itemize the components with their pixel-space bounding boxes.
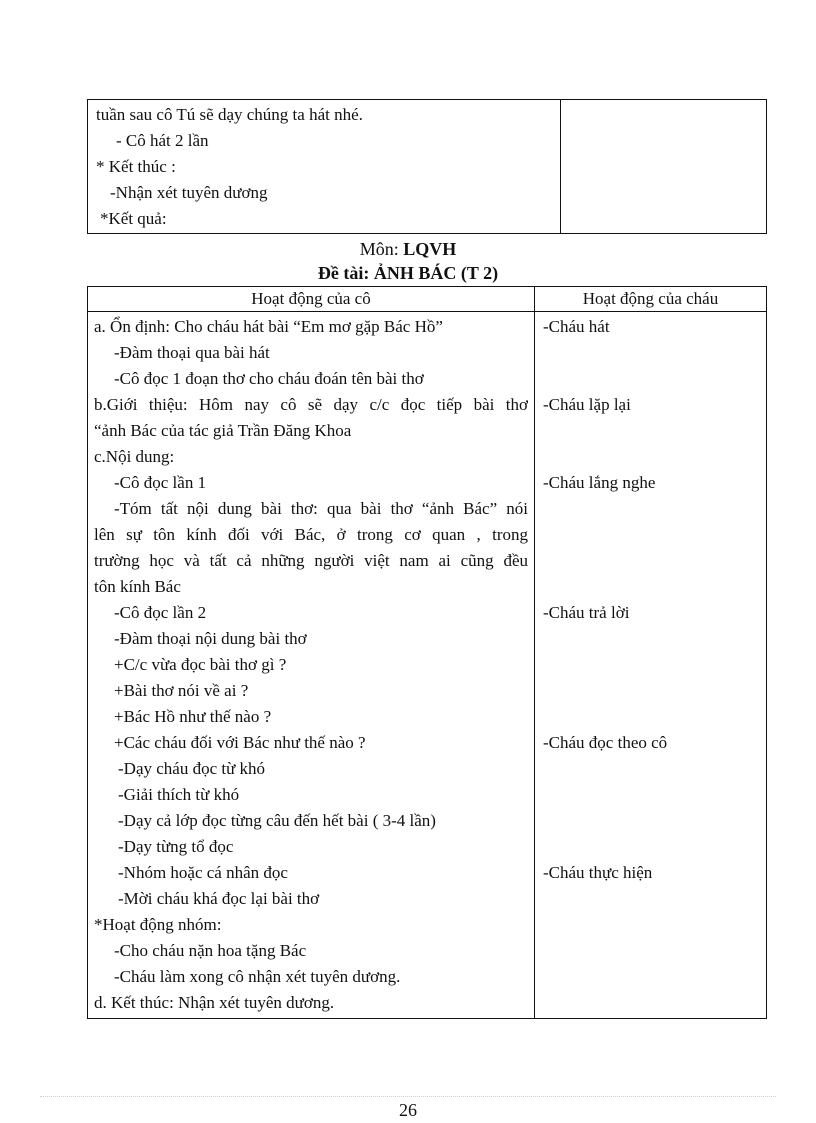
child-activity-line: [535, 418, 766, 444]
continuation-lines: [88, 100, 560, 233]
teacher-activity-line: b.Giới thiệu: Hôm nay cô sẽ dạy c/c đọc tiếp bài thơ: [94, 395, 528, 414]
teacher-activity-line: +C/c vừa đọc bài thơ gì ?: [114, 655, 287, 674]
topic-value: ẢNH BÁC (T 2): [373, 263, 499, 283]
header-child-activity: Hoạt động của cháu: [535, 287, 767, 312]
teacher-activity-line: -Cô đọc lần 2: [114, 603, 207, 622]
child-activity-cell: [535, 312, 767, 1019]
teacher-activity-line: -Cho cháu nặn hoa tặng Bác: [114, 941, 307, 960]
child-activity-line: [535, 340, 766, 366]
teacher-activity-line: *Hoạt động nhóm:: [94, 915, 222, 934]
teacher-activity-line: -Đàm thoại qua bài hát: [114, 343, 270, 362]
teacher-activity-line: c.Nội dung:: [94, 447, 175, 466]
teacher-activity-line: trường học và tất cả những người việt nam ai cũng đều: [94, 551, 528, 570]
child-activity-line: [535, 704, 766, 730]
continuation-child-cell: [561, 100, 767, 234]
teacher-activity-line: -Dạy từng tổ đọc: [118, 837, 234, 856]
teacher-activity-line: -Cô đọc 1 đoạn thơ cho cháu đoán tên bài thơ: [114, 369, 424, 388]
child-activity-line: [535, 912, 766, 938]
child-activity-line: [535, 678, 766, 704]
child-activity-line: [535, 938, 766, 964]
teacher-activity-line: +Bác Hồ như thế nào ?: [114, 707, 272, 726]
table-header-row: [88, 287, 767, 312]
teacher-activity-line: -Cháu làm xong cô nhận xét tuyên dương.: [114, 967, 401, 986]
child-activity-line: [535, 444, 766, 470]
teacher-activity-line: -Mời cháu khá đọc lại bài thơ: [118, 889, 320, 908]
teacher-activity-line: -Dạy cháu đọc từ khó: [118, 759, 266, 778]
teacher-activity-line: “ảnh Bác của tác giả Trần Đăng Khoa: [94, 421, 352, 440]
child-activity-line: [535, 496, 766, 522]
child-activity-line: [535, 808, 766, 834]
child-activity-line: [535, 990, 766, 1016]
teacher-activity-cell: [88, 312, 535, 1019]
teacher-activity-line: -Dạy cả lớp đọc từng câu đến hết bài ( 3-4 lần): [118, 811, 436, 830]
child-activity-line: [535, 886, 766, 912]
teacher-activity-line: -Cô đọc lần 1: [114, 473, 207, 492]
footer-divider: [40, 1096, 776, 1097]
continuation-table: [87, 99, 767, 234]
child-activity-line: -Cháu thực hiện: [543, 863, 653, 882]
teacher-activity-lines: [88, 312, 534, 1018]
continuation-line: - Cô hát 2 lần: [116, 131, 209, 150]
lesson-plan-table: [87, 286, 767, 1019]
teacher-activity-line: -Giải thích từ khó: [118, 785, 240, 804]
teacher-activity-line: -Tóm tất nội dung bài thơ: qua bài thơ “ảnh Bác” nói: [114, 499, 528, 518]
child-activity-line: -Cháu hát: [543, 317, 610, 336]
topic-label: Đề tài:: [317, 263, 374, 283]
child-activity-line: -Cháu đọc theo cô: [543, 733, 668, 752]
teacher-activity-line: -Đàm thoại nội dung bài thơ: [114, 629, 307, 648]
child-activity-line: -Cháu lặp lại: [543, 395, 631, 414]
child-activity-line: -Cháu trả lời: [543, 603, 630, 622]
continuation-line: *Kết quả:: [100, 209, 167, 228]
child-activity-line: [535, 522, 766, 548]
child-activity-line: [535, 366, 766, 392]
continuation-line: * Kết thúc :: [96, 157, 176, 176]
child-activity-line: [535, 964, 766, 990]
child-activity-line: [535, 626, 766, 652]
child-activity-line: [535, 782, 766, 808]
child-activity-line: -Cháu lắng nghe: [543, 473, 656, 492]
child-activity-line: [535, 756, 766, 782]
child-activity-line: [535, 548, 766, 574]
child-activity-lines: [535, 312, 766, 1016]
teacher-activity-line: tôn kính Bác: [94, 577, 181, 596]
teacher-activity-line: lên sự tôn kính đối với Bác, ở trong cơ quan , trong: [94, 525, 528, 544]
subject-value: LQVH: [403, 239, 457, 259]
continuation-teacher-cell: [88, 100, 561, 234]
header-teacher-activity: Hoạt động của cô: [88, 287, 535, 312]
topic-heading: [0, 261, 816, 285]
child-activity-line: [535, 574, 766, 600]
page-number: 26: [399, 1100, 417, 1120]
continuation-line: -Nhận xét tuyên dương: [110, 183, 268, 202]
continuation-line: tuần sau cô Tú sẽ dạy chúng ta hát nhé.: [96, 105, 363, 124]
subject-label: Môn:: [359, 239, 404, 259]
subject-heading: [0, 237, 816, 261]
child-activity-line: [535, 652, 766, 678]
table-body-row: [88, 312, 767, 1019]
child-activity-line: [535, 834, 766, 860]
teacher-activity-line: -Nhóm hoặc cá nhân đọc: [118, 863, 288, 882]
teacher-activity-line: +Các cháu đối với Bác như thế nào ?: [114, 733, 366, 752]
teacher-activity-line: a. Ổn định: Cho cháu hát bài “Em mơ gặp Bác Hồ”: [94, 317, 443, 336]
teacher-activity-line: +Bài thơ nói về ai ?: [114, 681, 249, 700]
teacher-activity-line: d. Kết thúc: Nhận xét tuyên dương.: [94, 993, 335, 1012]
